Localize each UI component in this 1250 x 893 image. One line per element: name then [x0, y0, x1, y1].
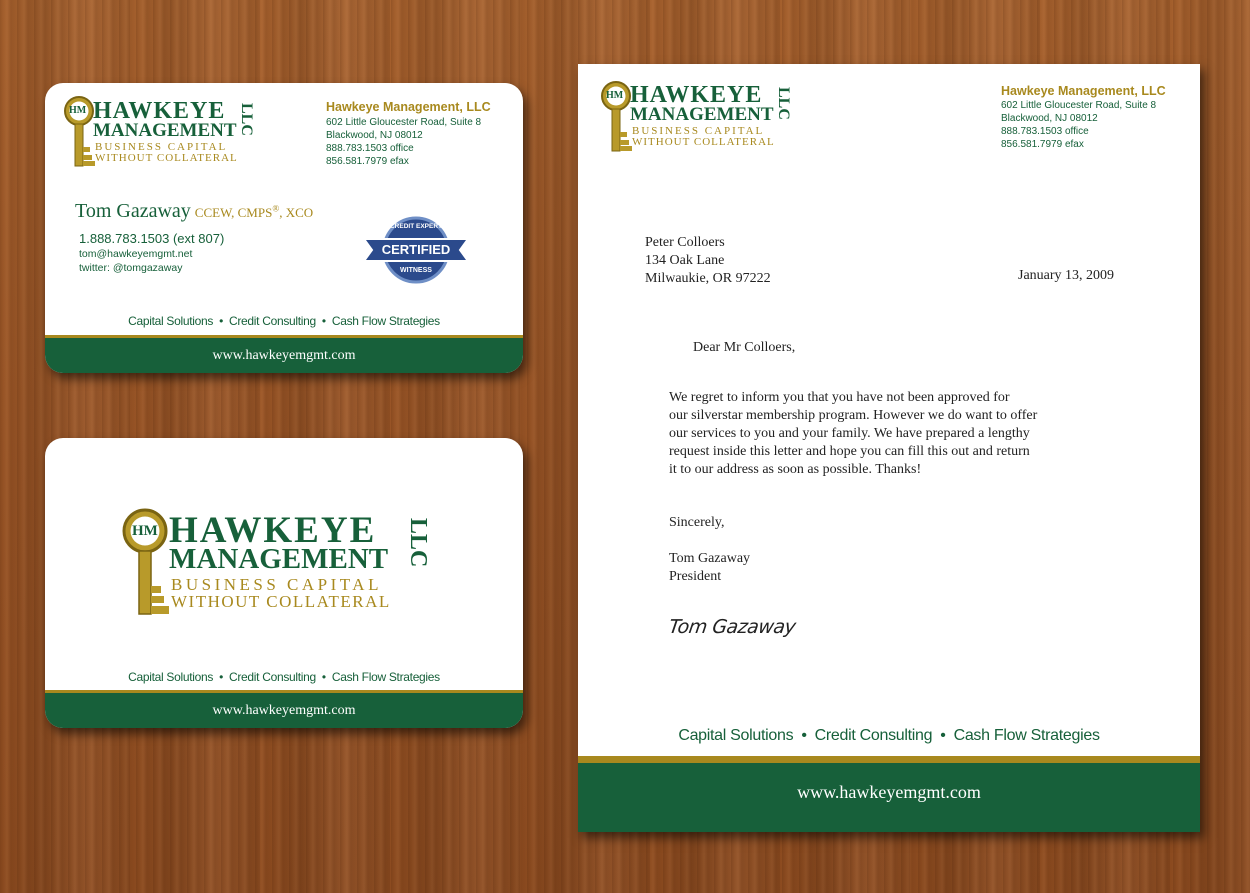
signer-name: Tom Gazaway	[669, 551, 751, 566]
logo-line-management: MANAGEMENT	[630, 104, 774, 125]
logo-sub-without-collateral: WITHOUT COLLATERAL	[171, 592, 391, 611]
company-logo-large	[119, 508, 439, 618]
website-link[interactable]: www.hawkeyemgmt.com	[212, 703, 356, 718]
handwritten-signature: Tom Gazaway	[667, 616, 797, 638]
letter-date: January 13, 2009	[1018, 268, 1115, 283]
tagline-capital-solutions: Capital Solutions	[128, 314, 214, 328]
contact-phone: 1.888.783.1503 (ext 807)	[79, 231, 225, 246]
tagline-cash-flow-strategies: Cash Flow Strategies	[331, 670, 440, 684]
logo-sub-business-capital: BUSINESS CAPITAL	[171, 575, 382, 594]
tagline	[45, 670, 523, 684]
website-link[interactable]: www.hawkeyemgmt.com	[797, 782, 981, 802]
tagline-capital-solutions: Capital Solutions	[678, 727, 794, 744]
tagline	[45, 314, 523, 328]
logo-sub-business-capital: BUSINESS CAPITAL	[632, 125, 765, 137]
tagline-separator: •	[321, 670, 326, 684]
logo-monogram: HM	[606, 90, 624, 101]
logo-sub-without-collateral: WITHOUT COLLATERAL	[95, 152, 238, 164]
company-phone-office: 888.783.1503 office	[326, 143, 414, 154]
company-address-line1: 602 Little Gloucester Road, Suite 8	[1001, 100, 1157, 111]
credentials-registered: ®	[272, 203, 280, 214]
business-card-front	[45, 83, 523, 373]
closing: Sincerely,	[669, 515, 725, 530]
logo-line-hawkeye: HAWKEYE	[630, 82, 763, 108]
recipient-name: Peter Colloers	[645, 235, 725, 250]
certified-witness-badge	[360, 215, 472, 285]
badge-bottom-text: WITNESS	[400, 267, 432, 274]
company-phone-office: 888.783.1503 office	[1001, 126, 1089, 137]
logo-line-management: MANAGEMENT	[169, 543, 389, 575]
logo-line-management: MANAGEMENT	[93, 120, 237, 141]
company-logo	[598, 80, 798, 155]
tagline-credit-consulting: Credit Consulting	[228, 670, 316, 684]
signer-title: President	[669, 569, 722, 584]
letter-body	[669, 389, 1037, 479]
company-address-line2: Blackwood, NJ 08012	[1001, 113, 1098, 124]
logo-line-hawkeye: HAWKEYE	[169, 510, 377, 551]
logo-llc: LLC	[775, 87, 792, 120]
logo-sub-without-collateral: WITHOUT COLLATERAL	[632, 136, 775, 148]
contact-twitter: twitter: @tomgazaway	[79, 262, 183, 274]
company-address-line2: Blackwood, NJ 08012	[326, 130, 423, 141]
salutation: Dear Mr Colloers,	[693, 340, 796, 355]
tagline-capital-solutions: Capital Solutions	[128, 670, 214, 684]
tagline-separator: •	[219, 314, 223, 328]
logo-monogram: HM	[132, 523, 158, 539]
company-address-line1: 602 Little Gloucester Road, Suite 8	[326, 117, 482, 128]
footer-band	[45, 338, 523, 373]
company-info	[326, 100, 516, 168]
company-phone-efax: 856.581.7979 efax	[326, 156, 409, 167]
body-line: our services to you and your family. We have prepared a lengthy	[669, 426, 1030, 441]
business-card-back	[45, 438, 523, 728]
tagline-cash-flow-strategies: Cash Flow Strategies	[331, 314, 440, 328]
credentials-pre: CCEW, CMPS	[194, 205, 273, 220]
credentials-post: , XCO	[279, 205, 314, 220]
body-line: our silverstar membership program. However we do want to offer	[669, 408, 1038, 423]
badge-top-text: CREDIT EXPERT	[389, 223, 442, 230]
body-line: request inside this letter and hope you can fill this out and return	[669, 444, 1030, 459]
body-line: We regret to inform you that you have not been approved for	[669, 390, 1010, 405]
badge-main-text: CERTIFIED	[381, 242, 451, 257]
contact-email: tom@hawkeyemgmt.net	[79, 248, 193, 260]
tagline-separator: •	[321, 314, 326, 328]
company-logo	[61, 95, 261, 170]
website-link[interactable]: www.hawkeyemgmt.com	[212, 348, 356, 363]
tagline-credit-consulting: Credit Consulting	[814, 727, 933, 744]
logo-llc: LLC	[405, 518, 431, 568]
letter-footer-gold-rule	[578, 756, 1200, 763]
company-name: Hawkeye Management, LLC	[326, 100, 491, 114]
letter-footer-band	[578, 763, 1200, 832]
body-line: it to our address as soon as possible. Thanks!	[669, 462, 922, 477]
logo-line-hawkeye: HAWKEYE	[93, 98, 226, 124]
recipient-city: Milwaukie, OR 97222	[645, 271, 771, 286]
tagline-separator: •	[940, 727, 946, 744]
logo-monogram: HM	[69, 105, 87, 116]
logo-sub-business-capital: BUSINESS CAPITAL	[95, 141, 228, 153]
footer-band	[45, 693, 523, 728]
company-name: Hawkeye Management, LLC	[1001, 84, 1166, 98]
recipient-street: 134 Oak Lane	[645, 253, 725, 268]
tagline-separator: •	[801, 727, 807, 744]
tagline-separator: •	[219, 670, 223, 684]
person-credentials	[195, 205, 313, 220]
person-name-line	[75, 200, 313, 223]
logo-llc: LLC	[238, 103, 255, 136]
letter-tagline	[578, 727, 1200, 745]
tagline-credit-consulting: Credit Consulting	[228, 314, 316, 328]
tagline-cash-flow-strategies: Cash Flow Strategies	[953, 727, 1100, 744]
letterhead-page	[578, 64, 1200, 832]
person-name: Tom Gazaway	[75, 200, 191, 222]
company-info	[1001, 84, 1196, 151]
company-phone-efax: 856.581.7979 efax	[1001, 139, 1084, 150]
